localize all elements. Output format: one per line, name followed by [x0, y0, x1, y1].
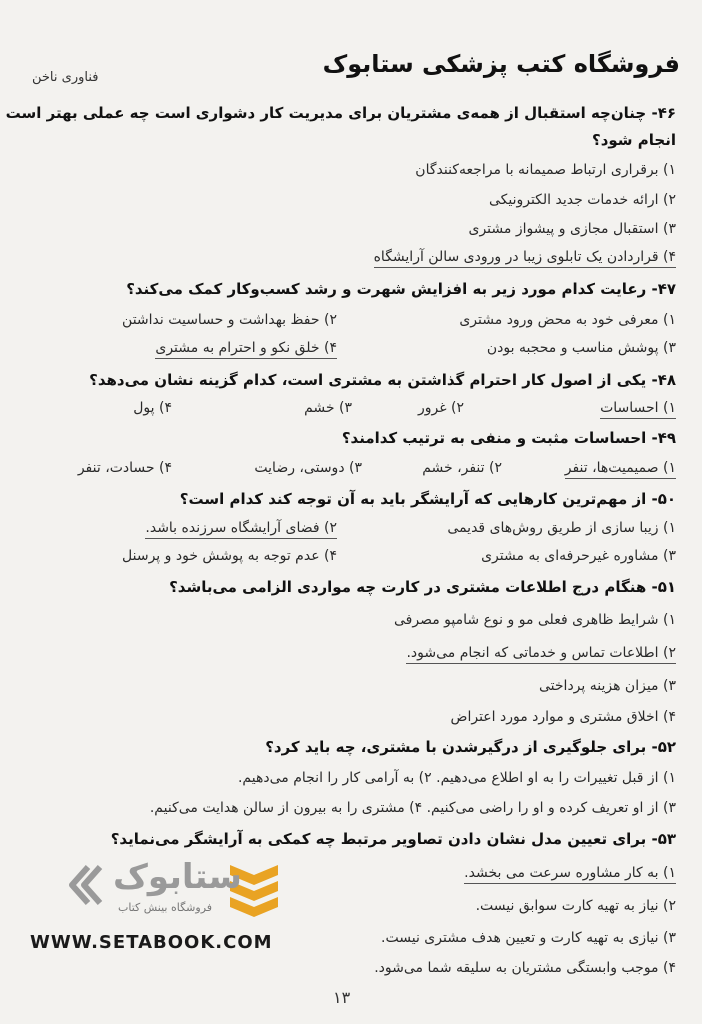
- page-number: ۱۳: [333, 988, 351, 1007]
- question-53-option-3: ۳) نیازی به تهیه کارت و تعیین هدف مشتری نیست.: [381, 930, 676, 946]
- answer-underline: ۲) اطلاعات تماس و خدماتی که انجام می‌شود.: [406, 645, 676, 664]
- answer-underline: ۱) به کار مشاوره سرعت می بخشد.: [464, 865, 676, 884]
- question-51-option-4: ۴) اخلاق مشتری و موارد مورد اعتراض: [450, 709, 676, 725]
- website-url: WWW.SETABOOK.COM: [30, 932, 273, 953]
- setabook-logo: [58, 855, 298, 925]
- answer-underline: ۱) احساسات: [600, 400, 676, 419]
- question-50: ۵۰- از مهم‌ترین کارهایی که آرایشگر باید به آن توجه کند کدام است؟: [179, 490, 676, 508]
- question-47-option-2: ۲) حفظ بهداشت و حساسیت نداشتن: [122, 312, 337, 328]
- question-50-option-3: ۳) مشاوره غیرحرفه‌ای به مشتری: [481, 548, 676, 564]
- answer-underline: ۴) خلق نکو و احترام به مشتری: [155, 340, 337, 359]
- question-48: ۴۸- یکی از اصول کار احترام گذاشتن به مشتری است، کدام گزینه نشان می‌دهد؟: [89, 371, 676, 389]
- question-48-option-4: ۴) پول: [133, 400, 172, 416]
- question-49-option-4: ۴) حسادت، تنفر: [77, 460, 172, 476]
- page-header-title: فروشگاه کتب پزشکی ستابوک: [322, 50, 680, 78]
- question-49-option-1: [565, 458, 676, 478]
- question-51-option-2: [406, 643, 676, 663]
- answer-underline: ۲) فضای آرایشگاه سرزنده باشد.: [145, 520, 337, 539]
- question-53-option-1: [464, 863, 676, 883]
- question-50-option-2: [145, 518, 337, 538]
- question-52-options-1-2: ۱) از قبل تغییرات را به او اطلاع می‌دهیم. ۲) به آرامی کار را انجام می‌دهیم.: [237, 770, 676, 786]
- question-46-line2: انجام شود؟: [592, 131, 676, 149]
- answer-underline: ۱) صمیمیت‌ها، تنفر: [565, 460, 676, 479]
- question-50-option-4: ۴) عدم توجه به پوشش خود و پرسنل: [122, 548, 337, 564]
- page-header-subtitle: فناوری ناخن: [32, 70, 99, 85]
- question-47-option-1: ۱) معرفی خود به محض ورود مشتری: [459, 312, 676, 328]
- question-47-option-3: ۳) پوشش مناسب و محجبه بودن: [486, 340, 676, 356]
- question-51-option-3: ۳) میزان هزینه پرداختی: [539, 678, 676, 694]
- question-52-options-3-4: ۳) از او تعریف کرده و او را راضی می‌کنیم. ۴) مشتری را به بیرون از سالن هدایت می‌کنیم.: [149, 800, 676, 816]
- question-53: ۵۳- برای تعیین مدل نشان دادن تصاویر مرتبط چه کمکی به آرایشگر می‌نماید؟: [110, 830, 676, 848]
- question-49-option-3: ۳) دوستی، رضایت: [254, 460, 362, 476]
- logo-brand-text: ستابوک: [113, 857, 242, 897]
- question-51: ۵۱- هنگام درج اطلاعات مشتری در کارت چه مواردی الزامی می‌باشد؟: [169, 578, 676, 596]
- question-48-option-3: ۳) خشم: [304, 400, 352, 416]
- question-46-option-2: ۲) ارائه خدمات جدید الکترونیکی: [488, 192, 676, 208]
- question-46-option-4: [374, 247, 676, 267]
- answer-underline: ۴) قراردادن یک تابلوی زیبا در ورودی سالن آرایشگاه: [374, 249, 676, 268]
- question-49: ۴۹- احساسات مثبت و منفی به ترتیب کدامند؟: [341, 429, 676, 447]
- question-46-line1: ۴۶- چنان‌چه استقبال از همه‌ی مشتریان برای مدیریت کار دشواری است چه عملی بهتر است: [5, 104, 676, 122]
- question-52: ۵۲- برای جلوگیری از درگیرشدن با مشتری، چه باید کرد؟: [265, 738, 676, 756]
- question-47: ۴۷- رعایت کدام مورد زیر به افزایش شهرت و رشد کسب‌وکار کمک می‌کند؟: [126, 280, 676, 298]
- question-47-option-4: [155, 338, 337, 358]
- question-48-option-2: ۲) غرور: [417, 400, 464, 416]
- question-46-option-3: ۳) استقبال مجازی و پیشواز مشتری: [468, 221, 676, 237]
- question-46-option-1: ۱) برقراری ارتباط صمیمانه با مراجعه‌کنندگان: [415, 162, 676, 178]
- question-48-option-1: [600, 398, 676, 418]
- logo-tagline: فروشگاه بینش کتاب: [118, 901, 213, 914]
- question-49-option-2: ۲) تنفر، خشم: [422, 460, 502, 476]
- question-53-option-4: ۴) موجب وابستگی مشتریان به سلیقه شما می‌شود.: [374, 960, 676, 976]
- question-51-option-1: ۱) شرایط ظاهری فعلی مو و نوع شامپو مصرفی: [393, 612, 676, 628]
- question-53-option-2: ۲) نیاز به تهیه کارت سوابق نیست.: [475, 898, 676, 914]
- question-50-option-1: ۱) زیبا سازی از طریق روش‌های قدیمی: [447, 520, 676, 536]
